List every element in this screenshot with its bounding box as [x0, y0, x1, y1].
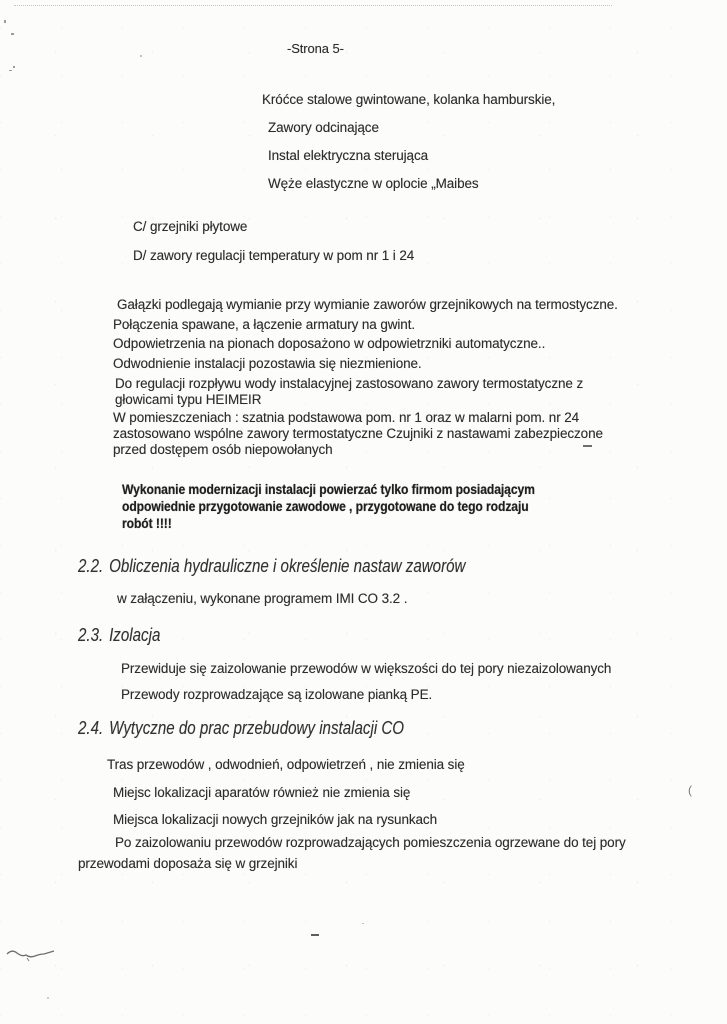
section-2-4-body [107, 751, 465, 834]
scan-speck [47, 997, 49, 999]
scan-speck [140, 55, 142, 57]
component-list [262, 86, 555, 198]
scan-speck [9, 70, 12, 71]
lettered-item: D/ zawory regulacji temperatury w pom nr 1 i 24 [133, 248, 415, 263]
section-title: Wytyczne do prac przebudowy instalacji CO [109, 718, 405, 738]
notice-line: Wykonanie modernizacji instalacji powierzać tylko firmom posiadającym [122, 482, 535, 497]
lettered-item: C/ grzejniki płytowe [133, 219, 248, 234]
paragraph-line: W pomieszczeniach : szatnia podstawowa pom. nr 1 oraz w malarni pom. nr 24 [113, 410, 580, 425]
section-number: 2.2. [78, 556, 104, 576]
scan-paren-artifact: ( [688, 783, 692, 797]
statement-line: Gałązki podlegają wymianie przy wymianie zaworów grzejnikowych na termostyczne. [117, 297, 618, 312]
scan-speck [11, 33, 14, 35]
scan-speck [362, 923, 364, 924]
paragraph-line: zastosowano wspólne zawory termostatyczne Czujniki z nastawami zabezpieczone [113, 425, 603, 441]
section-body-line: Przewody rozprowadzające są izolowane pianką PE. [121, 687, 433, 702]
section-title: Izolacja [109, 625, 161, 645]
component-list-item: Węże elastyczne w oplocie „Maibes [268, 176, 479, 191]
closing-paragraph [78, 832, 626, 874]
section-body-line: Miejsc lokalizacji aparatów również nie zmienia się [113, 784, 411, 800]
component-list-item: Zawory odcinające [268, 120, 379, 135]
section-body-line: Przewiduje się zaizolowanie przewodów w większości do tej pory niezaizolowanych [121, 661, 612, 676]
section-title: Obliczenia hydrauliczne i określenie nastaw zaworów [109, 556, 466, 576]
paragraph-line: przewodami doposaża się w grzejniki [78, 856, 298, 871]
pen-squiggle-mark [5, 948, 57, 964]
scan-dash-artifact [311, 934, 319, 936]
statements-paragraph [113, 295, 618, 373]
paragraph-line: przed dostępem osób niepowołanych [113, 441, 333, 457]
paragraph-line: Do regulacji rozpływu wody instalacyjnej zastosowano zawory termostatyczne z [115, 376, 584, 391]
section-heading-2-2 [78, 556, 465, 577]
paragraph-line: głowicami typu HEIMEIR [115, 392, 262, 407]
page-number-header: -Strona 5- [287, 41, 344, 56]
lettered-item-list [133, 212, 414, 270]
scan-speck [4, 20, 6, 23]
section-heading-2-3 [78, 625, 160, 646]
heimeir-paragraph [115, 376, 583, 408]
paragraph-line: Po zaizolowaniu przewodów rozprowadzających pomieszczenia ogrzewane do tej pory [115, 835, 626, 850]
statement-line: Odwodnienie instalacji pozostawia się niezmienione. [113, 355, 422, 371]
section-body-line: w załączeniu, wykonane programem IMI CO 3.2 . [117, 591, 408, 606]
section-number: 2.4. [78, 718, 104, 738]
scan-dotted-line-artifact [14, 5, 612, 6]
scan-speck [13, 66, 15, 68]
statement-line: Odpowietrzenia na pionach doposażono w odpowietrzniki automatyczne.. [113, 336, 546, 351]
section-2-2-body [117, 591, 407, 606]
bold-notice-paragraph [122, 481, 535, 532]
section-2-3-body [121, 656, 611, 708]
rooms-paragraph [113, 410, 603, 457]
component-list-item: Instal elektryczna sterująca [268, 148, 429, 163]
section-body-line: Tras przewodów , odwodnień, odpowietrzeń , nie zmienia się [107, 757, 465, 772]
section-number: 2.3. [78, 625, 104, 645]
component-list-item: Króćce stalowe gwintowane, kolanka hamburskie, [262, 92, 556, 107]
notice-line: odpowiednie przygotowanie zawodowe , przygotowane do tego rodzaju [122, 499, 529, 514]
statement-line: Połączenia spawane, a łączenie armatury na gwint. [113, 316, 416, 332]
section-heading-2-4 [78, 718, 404, 739]
section-body-line: Miejsca lokalizacji nowych grzejników jak na rysunkach [113, 812, 437, 827]
notice-line: robót !!!! [122, 516, 172, 531]
